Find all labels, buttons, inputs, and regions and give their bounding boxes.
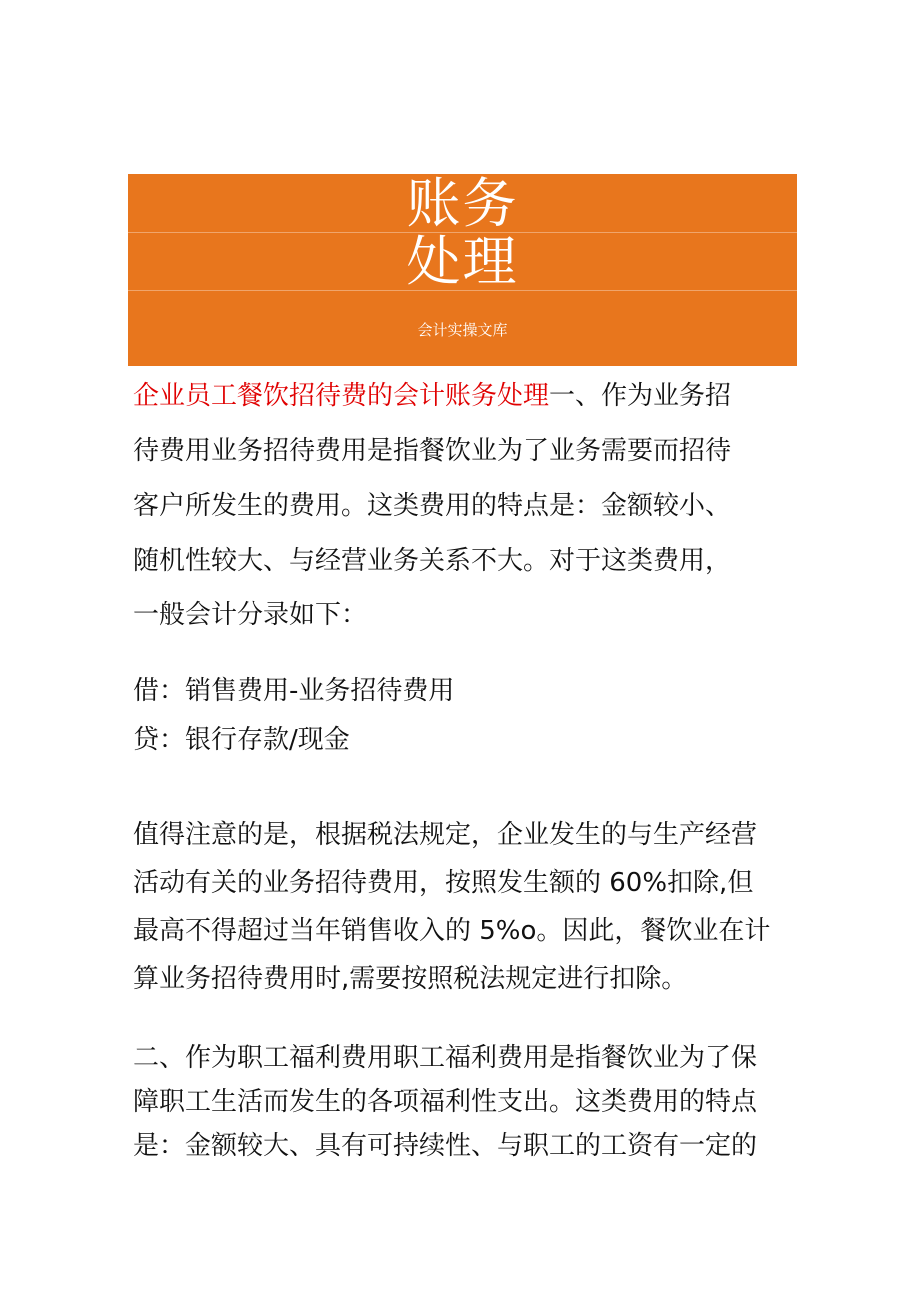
document-title: 企业员工餐饮招待费的会计账务处理 — [133, 381, 550, 411]
note-line: 值得注意的是，根据税法规定，企业发生的与生产经营 — [133, 820, 758, 850]
intro-line: 一般会计分录如下： — [133, 600, 368, 630]
cover-banner — [128, 174, 797, 366]
note-line: 活动有关的业务招待费用，按照发生额的 60%扣除,但 — [133, 868, 754, 898]
intro-line: 待费用业务招待费用是指餐饮业为了业务需要而招待 — [133, 436, 732, 466]
intro-line: 客户所发生的费用。这类费用的特点是：金额较小、 — [133, 491, 732, 521]
section2-line: 二、作为职工福利费用职工福利费用是指餐饮业为了保 — [133, 1043, 758, 1073]
credit-entry: 贷：银行存款/现金 — [133, 725, 350, 755]
intro-line: 随机性较大、与经营业务关系不大。对于这类费用， — [133, 546, 732, 576]
section2-line: 是：金额较大、具有可持续性、与职工的工资有一定的 — [133, 1131, 758, 1161]
section2-line: 障职工生活而发生的各项福利性支出。这类费用的特点 — [133, 1087, 758, 1117]
intro-text: 一、作为业务招 — [549, 381, 732, 411]
intro-line — [133, 379, 731, 414]
note-line: 算业务招待费用时,需要按照税法规定进行扣除。 — [133, 964, 688, 994]
banner-subtitle: 会计实操文库 — [417, 321, 508, 339]
banner-title-line1: 账务 — [406, 174, 519, 235]
banner-title-line2: 处理 — [406, 230, 519, 293]
debit-entry: 借：销售费用-业务招待费用 — [133, 676, 455, 706]
note-line: 最高不得超过当年销售收入的 5%o。因此，餐饮业在计 — [133, 916, 771, 946]
